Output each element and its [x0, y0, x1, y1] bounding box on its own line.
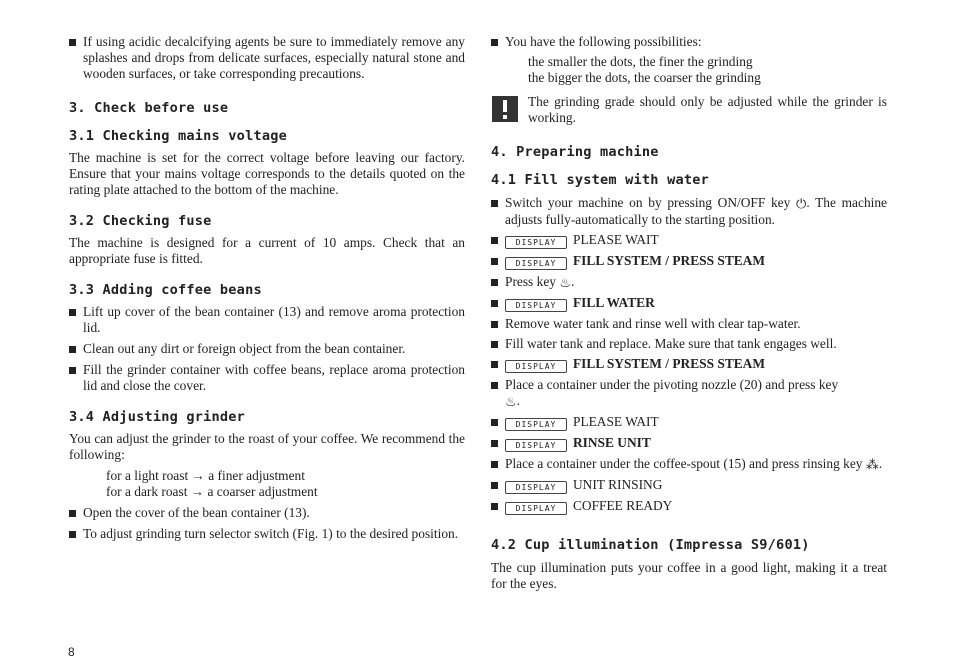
bullet-3-3-2: Clean out any dirt or foreign object from the bean container. — [69, 341, 465, 357]
bullet-3-3-3: Fill the grinder container with coffee beans, replace aroma protection lid and close the cover. — [69, 362, 465, 394]
display-msg-5: PLEASE WAIT — [573, 413, 659, 429]
display-msg-6: RINSE UNIT — [573, 434, 651, 450]
display-msg-3: FILL WATER — [573, 294, 655, 310]
display-msg-7: UNIT RINSING — [573, 476, 663, 492]
display-icon: DISPLAY — [505, 502, 567, 515]
text-3-1: The machine is set for the correct voltage before leaving our factory. Ensure that your mains voltage corresponds to the details quoted on the rating plate attached to the bottom of the machine. — [69, 150, 465, 197]
display-msg-4: FILL SYSTEM / PRESS STEAM — [573, 355, 765, 371]
step-place-nozzle: Place a container under the pivoting nozzle (20) and press key ♨. — [491, 377, 887, 410]
step-display-6 — [491, 435, 887, 452]
display-icon: DISPLAY — [505, 299, 567, 312]
display-msg-2: FILL SYSTEM / PRESS STEAM — [573, 252, 765, 268]
display-icon: DISPLAY — [505, 236, 567, 249]
display-msg-1: PLEASE WAIT — [573, 231, 659, 247]
display-msg-8: COFFEE READY — [573, 497, 673, 513]
text-4-2: The cup illumination puts your coffee in a good light, making it a treat for the eyes. — [491, 559, 887, 591]
warning-text: The grinding grade should only be adjusted while the grinder is working. — [528, 94, 887, 125]
display-icon: DISPLAY — [505, 481, 567, 494]
steam-icon: ♨ — [559, 274, 571, 290]
page-number: 8 — [68, 645, 75, 659]
step-press-key: Press key ♨. — [491, 274, 887, 291]
text-3-2: The machine is designed for a current of 10 amps. Check that an appropriate fuse is fitted. — [69, 235, 465, 266]
right-column — [491, 34, 887, 592]
step-display-8 — [491, 498, 887, 515]
step-switch-on-b: . The machine adjusts fully-automatically to the starting position. — [505, 195, 887, 227]
heading-4-2: 4.2 Cup illumination (Impressa S9/601) — [491, 536, 810, 553]
steam-icon: ♨ — [505, 393, 517, 409]
heading-4: 4. Preparing machine — [491, 144, 659, 160]
step-display-4 — [491, 356, 887, 373]
warning-note — [491, 94, 887, 126]
text-3-4: You can adjust the grinder to the roast of your coffee. We recommend the following: — [69, 431, 465, 462]
bullet-3-4-1: Open the cover of the bean container (13). — [69, 505, 465, 521]
rinse-icon: ⁂ — [865, 456, 879, 472]
step-display-2 — [491, 253, 887, 270]
roast-dark: for a dark roast → a coarser adjustment — [106, 484, 318, 499]
step-place-spout: Place a container under the coffee-spout (15) and press rinsing key ⁂. — [491, 456, 887, 473]
step-display-1 — [491, 232, 887, 249]
press-key-text: Press key — [505, 273, 556, 289]
bullet-3-4-2: To adjust grinding turn selector switch (Fig. 1) to the desired position. — [69, 526, 465, 542]
step-fill-tank: Fill water tank and replace. Make sure that tank engages well. — [491, 336, 887, 352]
left-column — [69, 34, 465, 542]
heading-3-3: 3.3 Adding coffee beans — [69, 282, 262, 298]
roast-light: for a light roast → a finer adjustment — [106, 468, 305, 483]
step-switch-on — [491, 195, 887, 228]
possibility-finer: the smaller the dots, the finer the grinding — [528, 54, 753, 69]
step-display-3 — [491, 295, 887, 312]
place-spout-text: Place a container under the coffee-spout (15) and press rinsing key — [505, 455, 863, 471]
display-icon: DISPLAY — [505, 418, 567, 431]
heading-3-1: 3.1 Checking mains voltage — [69, 128, 287, 144]
heading-4-1: 4.1 Fill system with water — [491, 172, 709, 188]
possibility-coarser: the bigger the dots, the coarser the grinding — [528, 70, 761, 85]
step-display-7 — [491, 477, 887, 494]
power-icon: ⏻ — [796, 195, 807, 211]
step-remove-tank: Remove water tank and rinse well with clear tap-water. — [491, 316, 887, 332]
display-icon: DISPLAY — [505, 360, 567, 373]
warning-icon — [492, 96, 518, 122]
display-icon: DISPLAY — [505, 257, 567, 270]
intro-bullet: If using acidic decalcifying agents be sure to immediately remove any splashes and drops from delicate surfaces, especially natural stone and wooden surfaces, or take corresponding precautions. — [69, 34, 465, 82]
bullet-3-3-1: Lift up cover of the bean container (13) and remove aroma protection lid. — [69, 304, 465, 336]
possibilities-bullet: You have the following possibilities: — [491, 34, 887, 50]
step-display-5 — [491, 414, 887, 431]
heading-3-2: 3.2 Checking fuse — [69, 213, 212, 229]
step-switch-on-a: Switch your machine on by pressing ON/OFF key — [505, 195, 791, 210]
place-nozzle-text: Place a container under the pivoting nozzle (20) and press key — [505, 376, 839, 392]
display-icon: DISPLAY — [505, 439, 567, 452]
heading-3: 3. Check before use — [69, 100, 229, 116]
heading-3-4: 3.4 Adjusting grinder — [69, 409, 246, 425]
